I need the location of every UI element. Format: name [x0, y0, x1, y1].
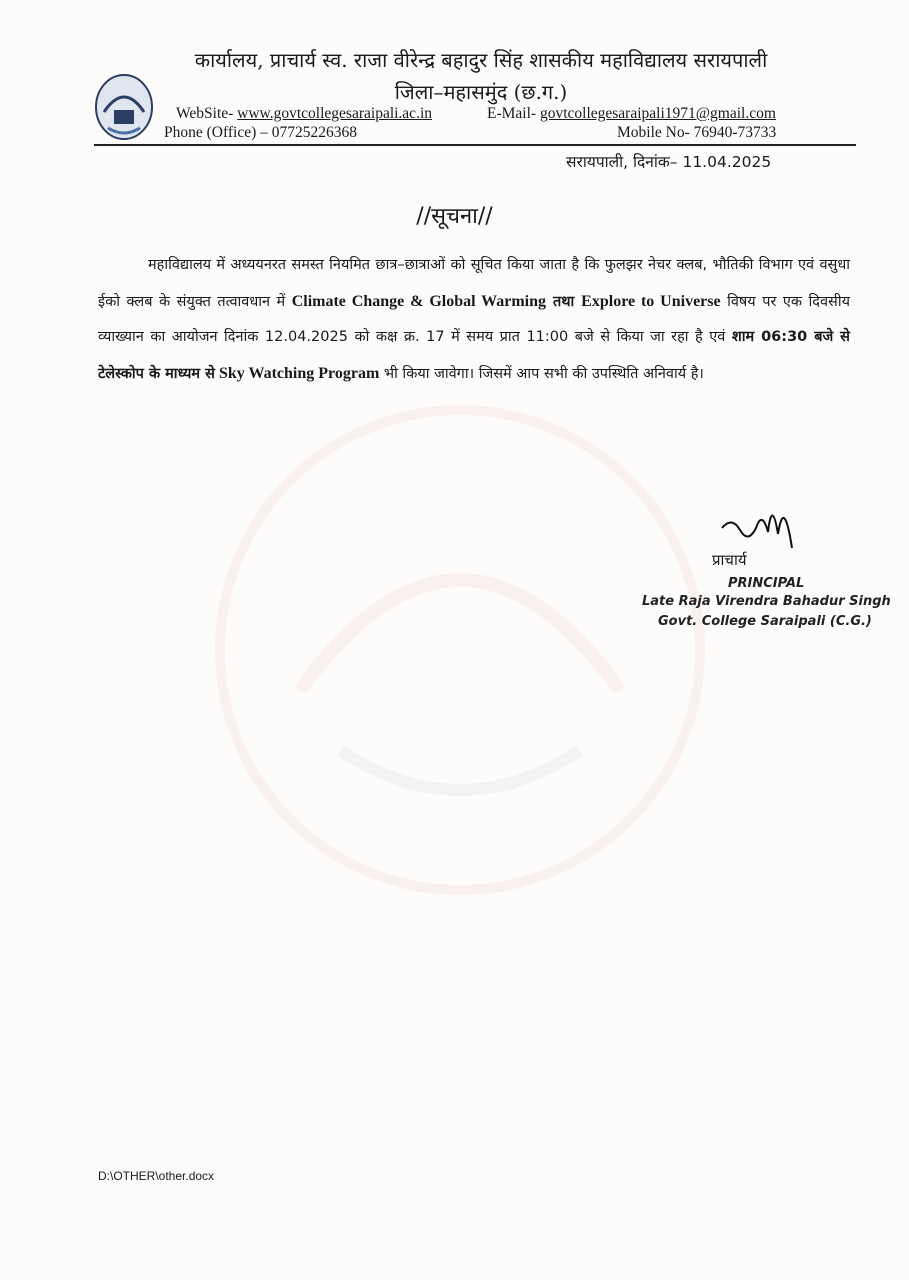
email-link[interactable]: govtcollegesaraipali1971@gmail.com: [539, 105, 776, 122]
phone-office: Phone (Office) – 07725226368: [164, 124, 358, 141]
topic-climate-change: Climate Change & Global Warming: [291, 292, 547, 310]
website-label: WebSite-: [176, 105, 234, 122]
file-path-footer: D:\OTHER\other.docx: [98, 1169, 215, 1183]
college-name-line1: Late Raja Virendra Bahadur Singh: [642, 594, 891, 609]
email: [487, 105, 776, 123]
notice-title: //सूचना//: [416, 204, 493, 229]
body-tatha: तथा: [546, 293, 582, 310]
college-logo: [94, 72, 154, 142]
principal-signature: [712, 488, 802, 558]
sky-watching-program: Sky Watching Program: [214, 364, 380, 382]
body-part-3: भी किया जावेगा। जिसमें आप सभी की उपस्थिति अनिवार्य है।: [379, 365, 704, 382]
notice-body: [98, 248, 850, 392]
header-divider: [94, 144, 856, 146]
office-line: कार्यालय, प्राचार्य स्व. राजा वीरेन्द्र बहादुर सिंह शासकीय महाविद्यालय सरायपाली: [194, 48, 768, 72]
district-line: जिला–महासमुंद (छ.ग.): [394, 80, 568, 104]
body-part-1: महाविद्यालय में अध्ययनरत समस्त नियमित छात्र–छात्राओं को सूचित किया जाता है कि फुलझर नेचर क्लब, भौतिकी विभाग एवं वसुधा ईको क्लब के संयुक्त तत्वावधान में: [98, 257, 850, 310]
topic-explore-universe: Explore to Universe: [581, 292, 721, 310]
website-link[interactable]: www.govtcollegesaraipali.ac.in: [237, 105, 432, 122]
date-line: सरायपाली, दिनांक– 11.04.2025: [566, 153, 772, 171]
college-name-line2: Govt. College Saraipali (C.G.): [658, 614, 872, 629]
principal-title-english: PRINCIPAL: [728, 576, 805, 591]
email-label: E-Mail-: [487, 105, 537, 122]
website: [176, 105, 432, 123]
evening-telescope-text: शाम 06:30 बजे से टेलेस्कोप के माध्यम से: [98, 329, 850, 382]
principal-title-hindi: प्राचार्य: [712, 551, 747, 569]
mobile-number: Mobile No- 76940-73733: [617, 124, 777, 141]
body-part-2: विषय पर एक दिवसीय व्याख्यान का आयोजन दिनांक 12.04.2025 को कक्ष क्र. 17 में समय प्रात 11:00 बजे से किया जा रहा है एवं: [98, 293, 850, 345]
watermark-seal: [180, 390, 740, 910]
